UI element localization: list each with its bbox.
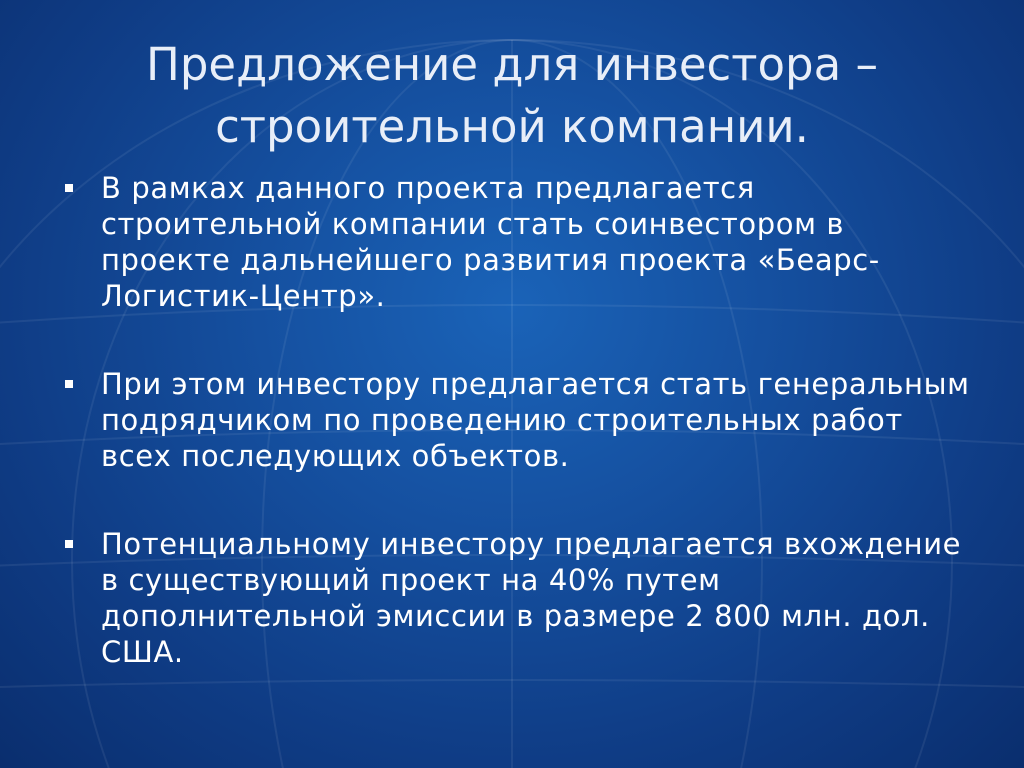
square-bullet-icon [65, 184, 73, 192]
bullet-text: При этом инвестору предлагается стать генеральным подрядчиком по проведению строительных работ всех последующих объектов. [101, 367, 970, 473]
slide-title: Предложение для инвестора – строительной компании. [146, 38, 878, 153]
bullet-item [60, 526, 980, 670]
square-bullet-icon [65, 380, 73, 388]
bullet-text: Потенциальному инвестору предлагается вхождение в существующий проект на 40% путем дополнительной эмиссии в размере 2 800 млн. дол. США. [101, 527, 962, 669]
bullet-text: В рамках данного проекта предлагается строительной компании стать соинвестором в проекте дальнейшего развития проекта «Беарс-Логистик-Центр». [101, 171, 880, 313]
bullet-list [60, 170, 980, 670]
bullet-item [60, 170, 980, 314]
bullet-item [60, 366, 980, 474]
square-bullet-icon [65, 540, 73, 548]
